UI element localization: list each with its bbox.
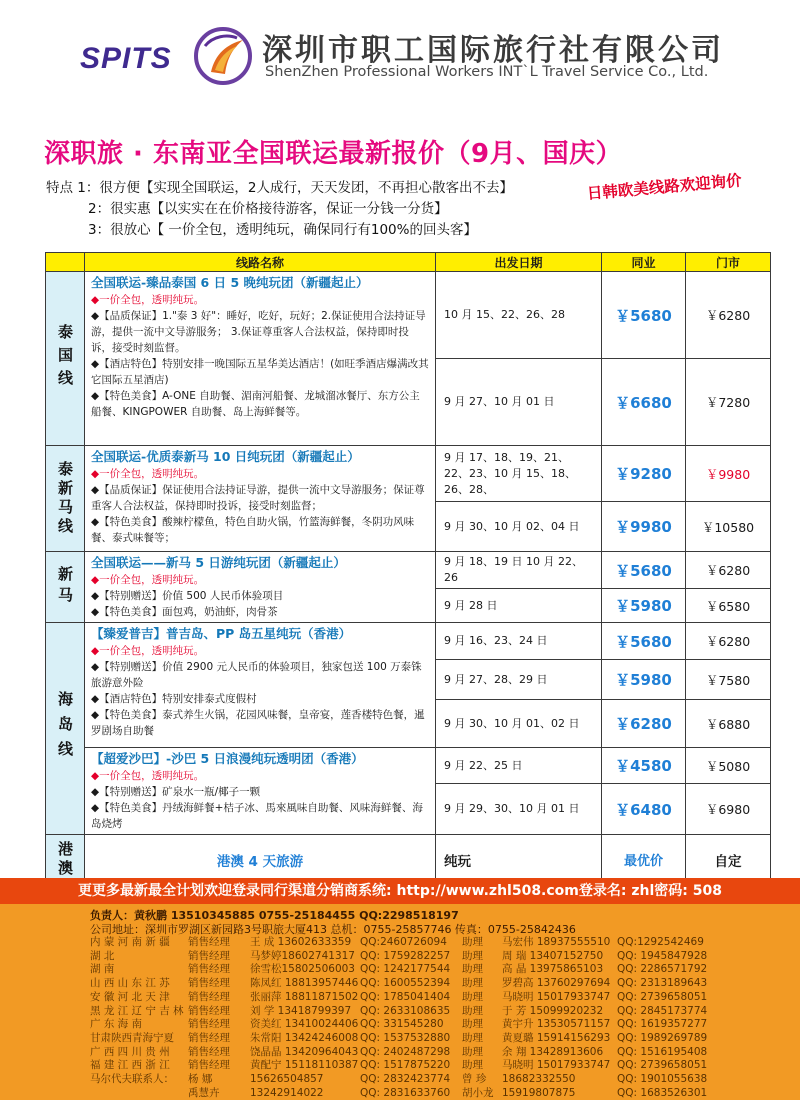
contact-cell: 助理 [462,977,483,990]
distribution-banner: 更更多最新最全计划欢迎登录同行渠道分销商系统: http://www.zhl508.com登录名: zhl密码: 508 [0,878,800,904]
header-route-name: 线路名称 [85,253,436,272]
retail-price: ￥6280 [686,623,771,660]
contact-cell: 朱常阳 13424246008 [250,1031,359,1044]
feature-item: 特点 1：很方便【实现全国联运，2人成行，天天发团，不再担心散客出不去】 [46,180,513,196]
contact-cell: QQ: 2739658051 [617,1059,708,1072]
route-line: ◆【特色美食】A-ONE 自助餐、湄南河船餐、龙城溜冰餐厅、东方公主船餐、KINGPOWER 自助餐、岛上海鲜餐等。 [91,390,420,418]
routes-table [45,252,771,885]
route-line: ◆一价全包，透明纯玩。 [91,770,205,782]
contact-cell: QQ: 2402487298 [360,1045,451,1058]
contact-row [90,1018,707,1032]
peer-price: ￥4580 [602,748,686,784]
contact-cell: 13242914022 [250,1086,324,1099]
departure-dates: 9 月 17、18、19、21、22、23、10 月 15、18、26、28、 [436,446,602,502]
contact-cell: 黄夏璐 15914156293 [502,1031,611,1044]
retail-price: ￥6280 [686,552,771,589]
contact-cell: QQ: 1759282257 [360,949,451,962]
contact-cell: 广 西 四 川 贵 州 [90,1045,170,1058]
region-sg-my: 新马 [46,552,85,623]
departure-dates: 9 月 27、10 月 01 日 [436,359,602,446]
departure-dates: 9 月 28 日 [436,589,602,623]
table-row [46,272,771,359]
logo-text: SPITS [80,42,172,75]
route-line: ◆【酒店特色】特别安排一晚国际五星华美达酒店！(如旺季酒店爆满改其它国际五星酒店) [91,358,429,386]
peer-price: ￥5980 [602,589,686,623]
contact-cell: 助理 [462,1018,483,1031]
departure-dates: 纯玩 [436,835,602,885]
contact-cell: 助理 [462,936,483,948]
header-peer-price: 同业 [602,253,686,272]
route-title: 【超爱沙巴】-沙巴 5 日浪漫纯玩透明团（香港） [91,751,364,766]
route-line: ◆【特色美食】泰式养生火锅，花园风味餐，皇帝宴，莲香楼特色餐，暹罗剧场自助餐 [91,709,425,737]
contact-cell: 高 晶 13975865103 [502,963,604,976]
table-row [46,748,771,784]
contact-row [90,1046,707,1060]
route-title: 全国联运-优质泰新马 10 日纯玩团（新疆起止） [91,449,360,464]
feature-item: 3：很放心【 一价全包，透明纯玩，确保同行有100%的回头客】 [88,222,477,238]
contact-cell: 销售经理 [188,1018,230,1031]
contact-cell: QQ: 2633108635 [360,1004,451,1017]
feature-item: 2：很实惠【以实实在在价格接待游客，保证一分钱一分货】 [88,201,448,217]
contact-cell: 销售经理 [188,1031,230,1044]
contact-cell: 助理 [462,1031,483,1044]
contact-cell: 马宏伟 18937555510 [502,936,611,948]
departure-dates: 9 月 16、23、24 日 [436,623,602,660]
contact-cell: 15919807875 [502,1086,576,1099]
route-line: ◆【特色美食】面包鸡，奶油虾，肉骨茶 [91,606,278,618]
contact-cell: 销售经理 [188,1004,230,1017]
table-row [46,835,771,885]
contact-cell: 甘肃陕西青海宁夏 [90,1031,174,1044]
contact-cell: 助理 [462,990,483,1003]
contact-cell: 马尔代夫联系人： [90,1073,174,1086]
route-line: ◆【酒店特色】特别安排泰式度假村 [91,693,257,705]
contact-cell: 马晓明 15017933747 [502,1059,611,1072]
route-line: ◆【特别赠送】矿泉水一瓶/椰子一颗 [91,786,261,798]
contact-cell: 胡小龙 [462,1086,494,1099]
departure-dates: 9 月 27、28、29 日 [436,660,602,700]
peer-price: ￥6480 [602,784,686,835]
contact-row [90,1032,707,1046]
contact-cell: QQ: 2313189643 [617,977,708,990]
region-thailand: 泰国线 [46,272,85,446]
route-title: 【臻爱普吉】普吉岛、PP 岛五星纯玩（香港） [91,626,352,641]
peer-price: ￥6280 [602,700,686,748]
contact-cell: 罗碧高 13760297694 [502,977,611,990]
contact-cell: 销售经理 [188,1045,230,1058]
contact-cell: 杨 娜 [188,1073,213,1086]
contact-cell: 刘 学 13418799397 [250,1004,352,1017]
swirl-logo-icon [193,26,253,86]
departure-dates: 9 月 30、10 月 01、02 日 [436,700,602,748]
contact-cell: QQ: 2831633760 [360,1086,451,1099]
contact-cell: 助理 [462,963,483,976]
contact-row [90,936,707,950]
contact-cell: 销售经理 [188,963,230,976]
features-list [46,178,513,241]
contact-cell: QQ: 1517875220 [360,1059,451,1072]
contact-cell: QQ: 1600552394 [360,977,451,990]
peer-price: ￥9980 [602,502,686,552]
peer-price: ￥9280 [602,446,686,502]
retail-price: ￥10580 [686,502,771,552]
peer-price: ￥6680 [602,359,686,446]
company-name-cn: 深圳市职工国际旅行社有限公司 [262,33,724,68]
contact-cell: 山 西 山 东 江 苏 [90,977,170,990]
retail-price: ￥6880 [686,700,771,748]
table-row [46,552,771,589]
contact-row [90,963,707,977]
header-spacer [46,253,85,272]
route-description [85,446,436,552]
contact-cell: 销售经理 [188,1059,230,1072]
table-header-row [46,253,771,272]
retail-price: ￥6580 [686,589,771,623]
region-island: 海岛线 [46,623,85,835]
route-line: ◆一价全包，透明纯玩。 [91,645,205,657]
header [0,0,800,118]
address-line: 公司地址：深圳市罗湖区新园路3号职旅大厦413 总机：0755-25857746 传真：0755-25842436 [90,923,576,936]
contact-cell: QQ: 1785041404 [360,990,451,1003]
contact-cell: 助理 [462,1059,483,1072]
retail-price: ￥7280 [686,359,771,446]
contact-cell: 余 翔 13428913606 [502,1045,604,1058]
contact-cell: 18682332550 [502,1073,576,1086]
contact-cell: 15626504857 [250,1073,324,1086]
route-line: ◆一价全包，透明纯玩。 [91,294,205,306]
promo-text: 日韩欧美线路欢迎询价 [586,171,743,203]
route-line: ◆【品质保证】保证使用合法持证导游，提供一流中文导游服务；保证尊重客人合法权益，保持即时投诉，接受时刻监督； [91,484,425,512]
route-line: ◆【特别赠送】价值 2900 元人民币的体验项目，独家包送 100 万泰铢旅游意外险 [91,661,422,689]
contact-cell: 黑 龙 江 辽 宁 吉 林 [90,1004,184,1017]
contact-cell: 张丽萍 18811871502 [250,990,359,1003]
route-line: ◆【特色美食】酸辣柠檬鱼，特色自助火锅，竹篮海鲜餐，冬阴功风味餐、泰式味餐等； [91,516,415,544]
header-departure-date: 出发日期 [436,253,602,272]
departure-dates: 10 月 15、22、26、28 [436,272,602,359]
contact-cell: 曾 珍 [462,1073,487,1086]
departure-dates: 9 月 30、10 月 02、04 日 [436,502,602,552]
contact-cell: QQ: 1537532880 [360,1031,451,1044]
contact-row [90,1073,707,1087]
contacts-list [90,936,707,1100]
contacts-footer [0,904,800,1100]
table-row [46,446,771,502]
contact-cell: 内 蒙 河 南 新 疆 [90,936,170,948]
region-hk-macau: 港澳 [46,835,85,885]
retail-price: ￥6980 [686,784,771,835]
contact-cell: 助理 [462,1045,483,1058]
contact-cell: 广 东 海 南 [90,1018,143,1031]
retail-price: 自定 [686,835,771,885]
route-description [85,552,436,623]
contact-cell: 销售经理 [188,936,230,948]
contact-row [90,1005,707,1019]
peer-price: ￥5680 [602,552,686,589]
contact-cell: QQ: 1989269789 [617,1031,708,1044]
route-title: 港澳 4 天旅游 [85,835,436,885]
region-thai-malay: 泰新马线 [46,446,85,552]
contact-cell: 销售经理 [188,949,230,962]
contact-cell: QQ: 1945847928 [617,949,708,962]
header-retail-price: 门市 [686,253,771,272]
retail-price: ￥9980 [686,446,771,502]
contact-cell: 饶晶晶 13420964043 [250,1045,359,1058]
contact-cell: QQ: 1516195408 [617,1045,708,1058]
peer-price: ￥5680 [602,623,686,660]
page-title: 深职旅 · 东南亚全国联运最新报价（9月、国庆） [44,139,623,169]
contact-cell: 销售经理 [188,977,230,990]
company-name-en: ShenZhen Professional Workers INT`L Travel Service Co., Ltd. [265,64,709,80]
route-line: ◆【品质保证】1."泰 3 好"：睡好，吃好，玩好；2.保证使用合法持证导游，提供一流中文导游服务； 3.保证尊重客人合法权益，保持即时投诉，接受时刻监督。 [91,310,426,354]
route-description [85,748,436,835]
contact-cell: 安 徽 河 北 天 津 [90,990,170,1003]
contact-row [90,1059,707,1073]
contact-cell: 福 建 江 西 浙 江 [90,1059,170,1072]
contact-cell: QQ: 331545280 [360,1018,444,1031]
retail-price: ￥7580 [686,660,771,700]
contact-cell: QQ: 2832423774 [360,1073,451,1086]
contact-cell: 资美红 13410024406 [250,1018,359,1031]
contact-cell: 助理 [462,1004,483,1017]
route-description [85,623,436,748]
contact-cell: QQ:2460726094 [360,936,447,948]
peer-price: ￥5980 [602,660,686,700]
peer-price: 最优价 [602,835,686,885]
contact-cell: 湖 北 [90,949,115,962]
contact-cell: QQ:1292542469 [617,936,704,948]
contact-cell: QQ: 2286571792 [617,963,708,976]
contact-cell: QQ: 1242177544 [360,963,451,976]
contact-cell: 禹慧卉 [188,1086,220,1099]
contact-cell: 周 瑞 13407152750 [502,949,604,962]
contact-row [90,1087,707,1100]
contact-cell: 湖 南 [90,963,115,976]
contact-cell: QQ: 1683526301 [617,1086,708,1099]
contact-cell: QQ: 2845173774 [617,1004,708,1017]
departure-dates: 9 月 22、25 日 [436,748,602,784]
departure-dates: 9 月 29、30、10 月 01 日 [436,784,602,835]
contact-cell: QQ: 2739658051 [617,990,708,1003]
contact-cell: QQ: 1901055638 [617,1073,708,1086]
table-row [46,623,771,660]
contact-cell: QQ: 1619357277 [617,1018,708,1031]
route-line: ◆【特别赠送】价值 500 人民币体验项目 [91,590,284,602]
departure-dates: 9 月 18、19 日 10 月 22、26 [436,552,602,589]
contact-cell: 马晓明 15017933747 [502,990,611,1003]
manager-line: 负责人：黄秋鹏 13510345885 0755-25184455 QQ:2298518197 [90,909,459,922]
route-line: ◆【特色美食】丹绒海鲜餐+桔子冰、馬來風味自助餐、风味海鲜餐、海岛烧烤 [91,802,423,830]
contact-cell: 陈凤红 18813957446 [250,977,359,990]
contact-cell: 黄宇升 13530571157 [502,1018,611,1031]
route-line: ◆一价全包，透明纯玩。 [91,468,205,480]
peer-price: ￥5680 [602,272,686,359]
contact-row [90,991,707,1005]
route-title: 全国联运——新马 5 日游纯玩团（新疆起止） [91,555,346,570]
contact-cell: 销售经理 [188,990,230,1003]
contact-cell: 助理 [462,949,483,962]
route-title: 全国联运-臻品泰国 6 日 5 晚纯玩团（新疆起止） [91,275,369,290]
contact-cell: 王 成 13602633359 [250,936,352,948]
contact-cell: 于 芳 15099920232 [502,1004,604,1017]
contact-cell: 徐雪松15802506003 [250,963,355,976]
route-line: ◆一价全包，透明纯玩。 [91,574,205,586]
contact-cell: 马梦婷18602741317 [250,949,355,962]
retail-price: ￥5080 [686,748,771,784]
contact-cell: 黄配宁 15118110387 [250,1059,359,1072]
retail-price: ￥6280 [686,272,771,359]
contact-row [90,977,707,991]
contact-row [90,950,707,964]
route-description [85,272,436,446]
